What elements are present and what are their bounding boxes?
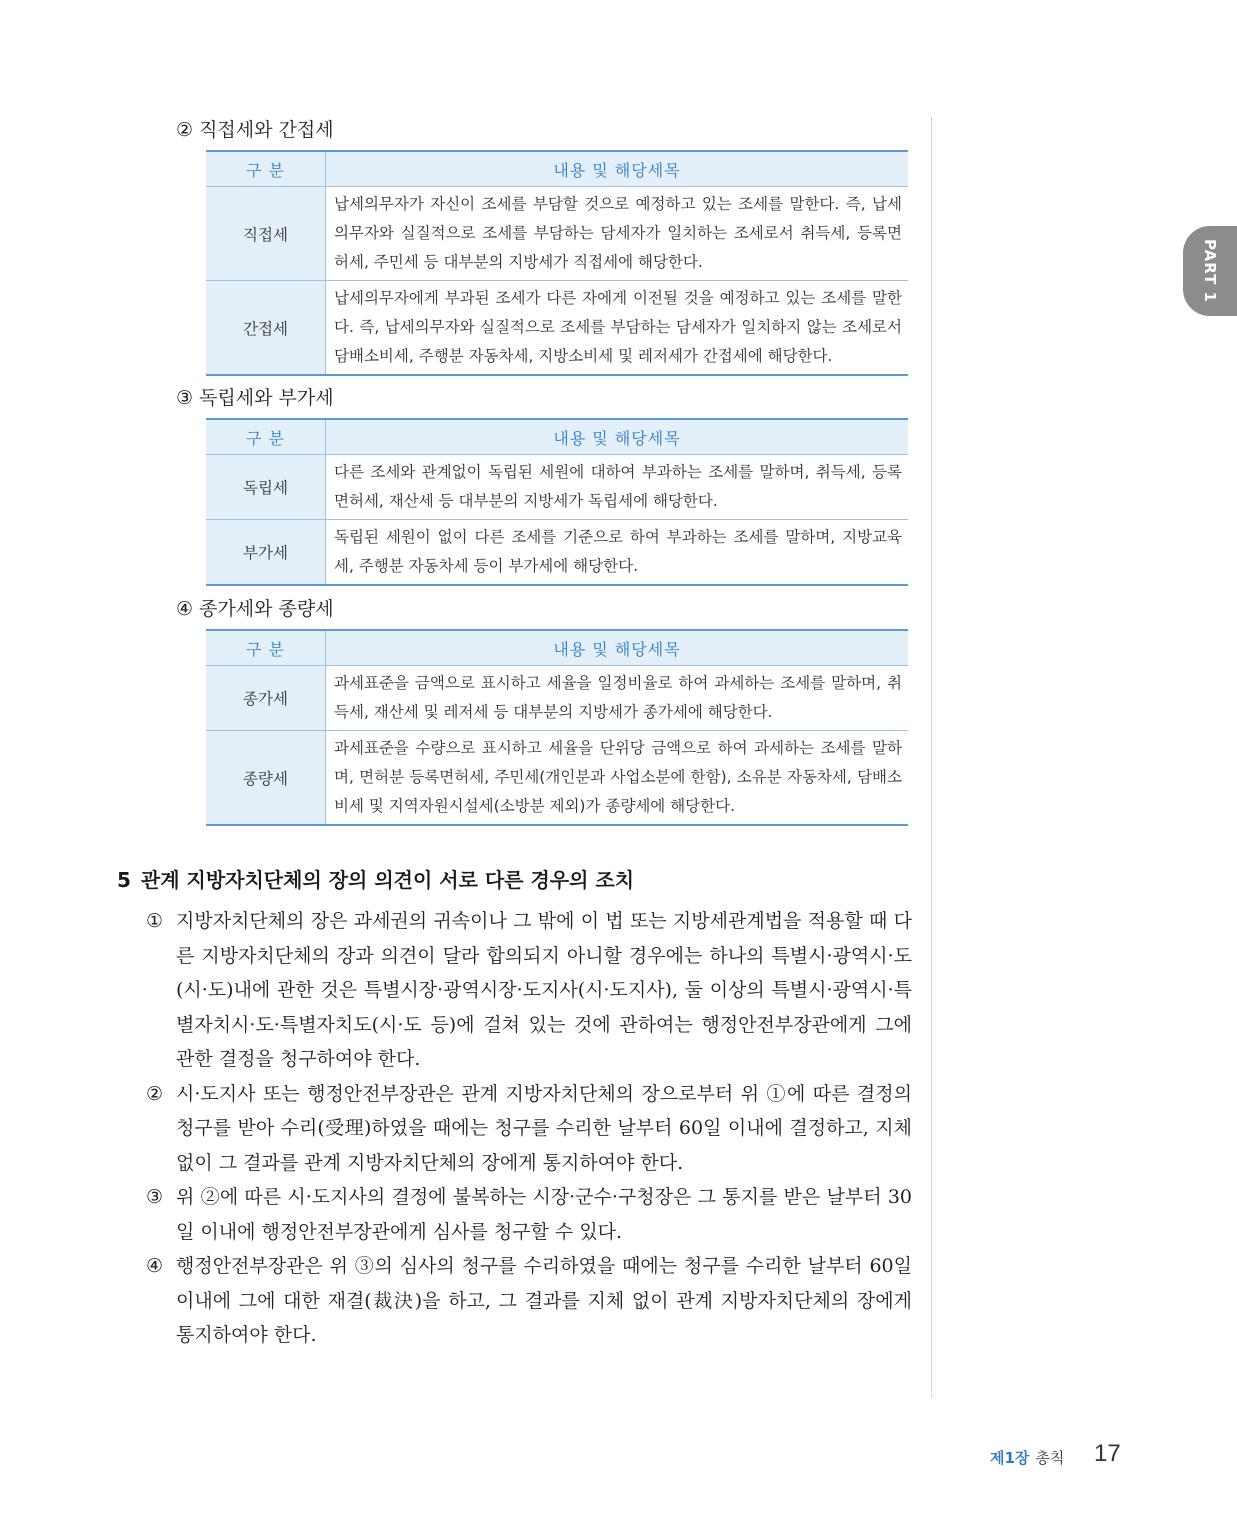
section-title-text: 관계 지방자치단체의 장의 의견이 서로 다른 경우의 조치	[140, 868, 635, 892]
row-content: 다른 조세와 관계없이 독립된 세원에 대하여 부과하는 조세를 말하며, 취득세, 등록면허세, 재산세 등 대부분의 지방세가 독립세에 해당한다.	[326, 455, 909, 520]
list-item	[146, 1180, 912, 1249]
column-divider	[931, 118, 932, 1396]
table-heading: ④ 종가세와 종량세	[176, 598, 334, 620]
list-item	[146, 1249, 912, 1353]
table-row	[206, 666, 908, 731]
item-text: 시·도지사 또는 행정안전부장관은 관계 지방자치단체의 장으로부터 위 ①에 따른 결정의 청구를 받아 수리(受理)하였을 때에는 청구를 수리한 날부터 60일 이내에 결정하고, 지체 없이 그 결과를 관계 지방자치단체의 장에게 통지하여야 한다.	[176, 1082, 912, 1174]
table-row	[206, 187, 908, 281]
tax-table-direct-indirect	[206, 150, 908, 376]
header-content: 내용 및 해당세목	[326, 419, 909, 455]
table-heading: ③ 독립세와 부가세	[176, 387, 334, 409]
header-category: 구 분	[206, 630, 326, 666]
table-row	[206, 520, 908, 586]
row-label: 부가세	[206, 520, 326, 586]
table-heading: ② 직접세와 간접세	[176, 119, 334, 141]
page-number: 17	[1094, 1440, 1121, 1467]
item-text: 행정안전부장관은 위 ③의 심사의 청구를 수리하였을 때에는 청구를 수리한 날부터 60일 이내에 그에 대한 재결(裁決)을 하고, 그 결과를 지체 없이 관계 지방자치단체의 장에게 통지하여야 한다.	[176, 1255, 912, 1346]
part-tab	[1183, 226, 1237, 316]
item-text: 지방자치단체의 장은 과세권의 귀속이나 그 밖에 이 법 또는 지방세관계법을 적용할 때 다른 지방자치단체의 장과 의견이 달라 합의되지 아니할 경우에는 하나의 특별시·광역시·도(시·도)내에 관한 것은 특별시장·광역시장·도지사(시·도지사), 둘 이상의 특별시·광역시·특별자치시·도·특별자치도(시·도 등)에 걸쳐 있는 것에 관하여는 행정안전부장관에게 그에 관한 결정을 청구하여야 한다.	[176, 910, 912, 1070]
header-content: 내용 및 해당세목	[326, 151, 909, 187]
table-row	[206, 281, 908, 376]
list-item	[146, 904, 912, 1077]
list-item	[146, 1077, 912, 1181]
table-row	[206, 455, 908, 520]
item-marker: ①	[146, 910, 164, 932]
header-category: 구 분	[206, 419, 326, 455]
tax-table-ad-valorem-specific	[206, 629, 908, 826]
chapter-number: 제1장	[990, 1449, 1030, 1467]
tax-table-independent-surtax	[206, 418, 908, 586]
item-marker: ④	[146, 1255, 164, 1277]
chapter-title: 총칙	[1035, 1449, 1065, 1467]
row-content: 과세표준을 수량으로 표시하고 세율을 단위당 금액으로 하여 과세하는 조세를 말하며, 면허분 등록면허세, 주민세(개인분과 사업소분에 한함), 소유분 자동차세, 담배소비세 및 지역자원시설세(소방분 제외)가 종량세에 해당한다.	[326, 731, 909, 826]
footer-chapter	[990, 1447, 1064, 1468]
part-tab-label: PART 1	[1201, 239, 1219, 303]
row-label: 종가세	[206, 666, 326, 731]
row-label: 간접세	[206, 281, 326, 376]
row-content: 납세의무자에게 부과된 조세가 다른 자에게 이전될 것을 예정하고 있는 조세를 말한다. 즉, 납세의무자와 실질적으로 조세를 부담하는 담세자가 일치하지 않는 조세로서 담배소비세, 주행분 자동차세, 지방소비세 및 레저세가 간접세에 해당한다.	[326, 281, 909, 376]
row-content: 독립된 세원이 없이 다른 조세를 기준으로 하여 부과하는 조세를 말하며, 지방교육세, 주행분 자동차세 등이 부가세에 해당한다.	[326, 520, 909, 586]
row-label: 종량세	[206, 731, 326, 826]
item-text: 위 ②에 따른 시·도지사의 결정에 불복하는 시장·군수·구청장은 그 통지를 받은 날부터 30일 이내에 행정안전부장관에게 심사를 청구할 수 있다.	[176, 1186, 912, 1243]
row-content: 과세표준을 금액으로 표시하고 세율을 일정비율로 하여 과세하는 조세를 말하며, 취득세, 재산세 및 레저세 등 대부분의 지방세가 종가세에 해당한다.	[326, 666, 909, 731]
header-category: 구 분	[206, 151, 326, 187]
item-marker: ②	[146, 1082, 164, 1105]
table-row	[206, 731, 908, 826]
section-items	[146, 904, 912, 1353]
section-number: 5	[117, 868, 131, 892]
section-title	[117, 864, 634, 893]
row-label: 직접세	[206, 187, 326, 281]
row-label: 독립세	[206, 455, 326, 520]
row-content: 납세의무자가 자신이 조세를 부담할 것으로 예정하고 있는 조세를 말한다. 즉, 납세의무자와 실질적으로 조세를 부담하는 담세자가 일치하는 조세로서 취득세, 등록면허세, 주민세 등 대부분의 지방세가 직접세에 해당한다.	[326, 187, 909, 281]
header-content: 내용 및 해당세목	[326, 630, 909, 666]
item-marker: ③	[146, 1186, 164, 1208]
